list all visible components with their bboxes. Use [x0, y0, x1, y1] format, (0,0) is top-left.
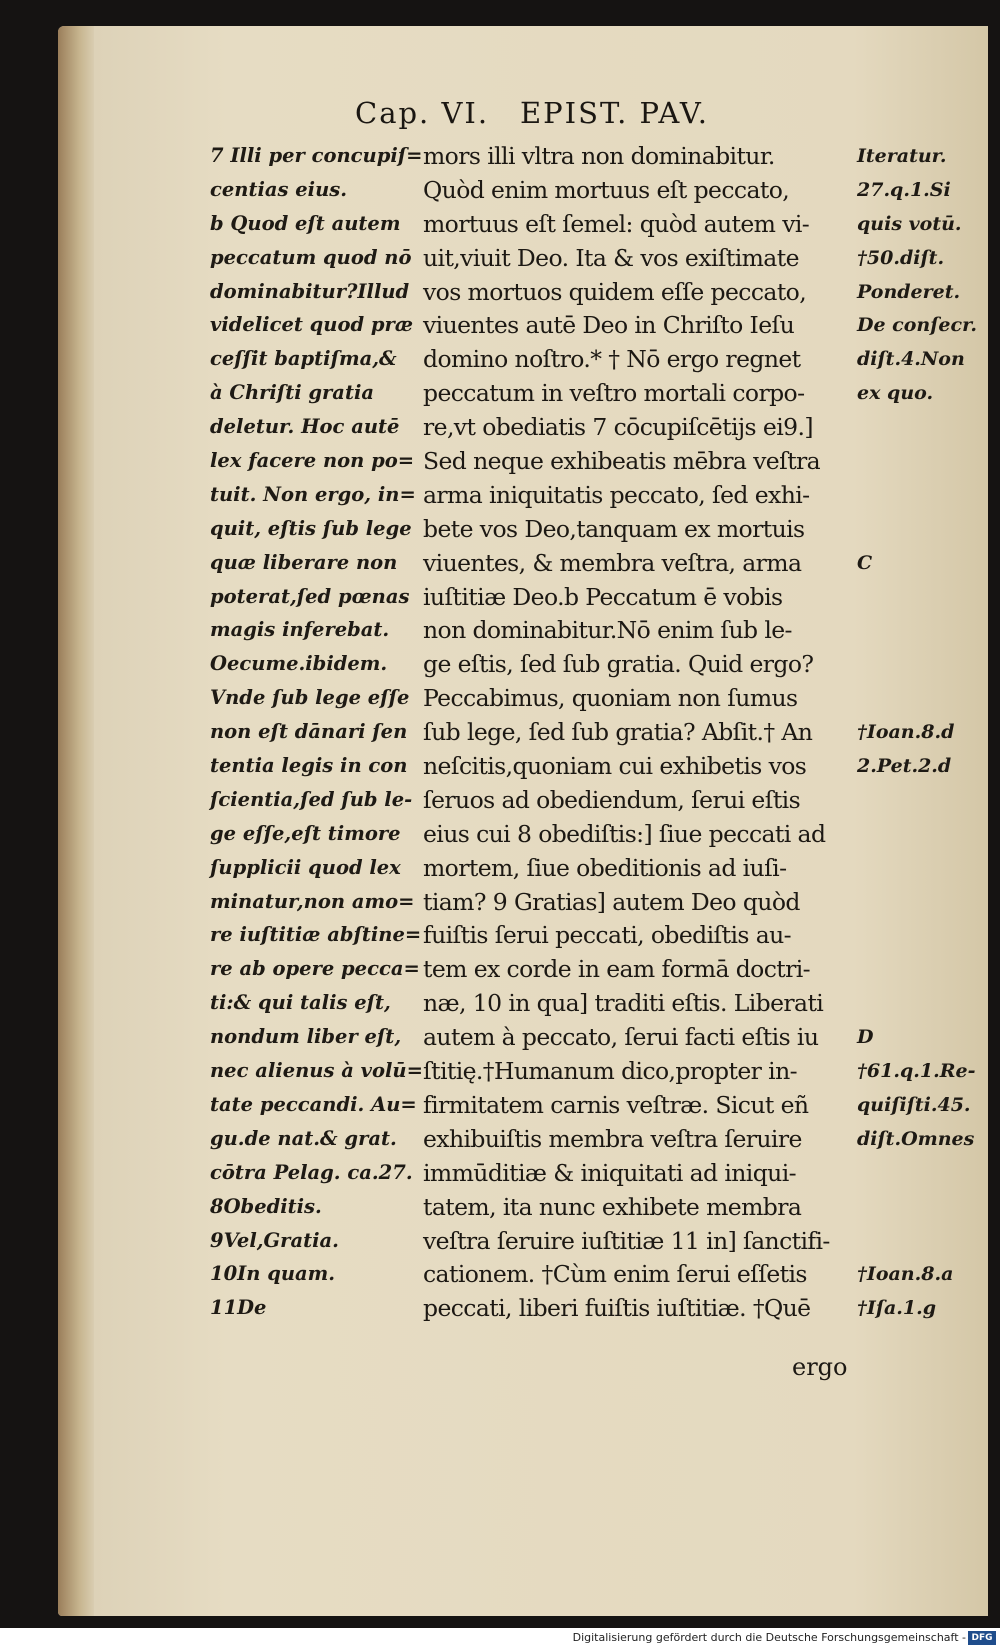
margin-ref-line: Ponderet. [857, 280, 961, 303]
margin-ref-line: diſt.Omnes [857, 1127, 975, 1150]
marginal-references-right [857, 140, 982, 1326]
gloss-line: Vnde ſub lege eſſe [210, 686, 410, 710]
gloss-line: deletur. Hoc autē [210, 415, 400, 439]
margin-ref-line [857, 1225, 982, 1259]
gloss-line: ge eſſe,eſt timore [210, 821, 401, 845]
marginal-gloss-left [210, 139, 423, 1325]
margin-ref-line [857, 581, 982, 615]
header-title: EPIST. PAV. [520, 96, 709, 130]
gloss-line: nondum liber eſt, [210, 1025, 402, 1049]
gloss-line: cōtra Pelag. ca.27. [210, 1160, 413, 1184]
gloss-line: gu.de nat.& grat. [210, 1126, 397, 1150]
text-line: iuſtitiæ Deo.b Peccatum ē vobis [423, 582, 783, 611]
text-line: Quòd enim mortuus eſt peccato, [423, 175, 790, 204]
margin-ref-line: 2.Pet.2.d [857, 755, 952, 778]
margin-ref-line: 27.q.1.Si [857, 178, 951, 201]
margin-ref-line: †Ioan.8.d [857, 721, 955, 744]
gloss-line: 8Obeditis. [210, 1194, 322, 1218]
text-line: fuiſtis ſerui peccati, obediſtis au- [423, 921, 792, 950]
text-line: ge eſtis, ſed ſub gratia. Quid ergo? [423, 650, 814, 679]
margin-ref-line [857, 852, 982, 886]
text-line: peccati, liberi fuiſtis iuſtitiæ. †Quē [423, 1294, 811, 1323]
margin-ref-line: quiſiſti.45. [857, 1093, 971, 1116]
text-line: arma iniquitatis peccato, ſed exhi- [423, 480, 810, 509]
text-line: næ, 10 in qua] traditi eſtis. Liberati [423, 989, 824, 1018]
main-text-column [423, 140, 853, 1326]
text-line: mortem, ſiue obeditionis ad iuſi- [423, 853, 787, 882]
margin-ref-line [857, 411, 982, 445]
margin-ref-line [857, 987, 982, 1021]
text-line: domino noſtro.* † Nō ergo regnet [423, 345, 801, 374]
margin-ref-line [857, 513, 982, 547]
margin-ref-line: De conſecr. [857, 314, 977, 337]
text-line: tatem, ita nunc exhibete membra [423, 1192, 802, 1221]
margin-ref-line: †61.q.1.Re- [857, 1060, 976, 1083]
text-line: immūditiæ & iniquitati ad iniqui- [423, 1158, 796, 1187]
margin-ref-line [857, 479, 982, 513]
gloss-line: nec alienus à volū= [210, 1059, 423, 1083]
header-chapter: Cap. VI. [355, 96, 490, 130]
gloss-line: 7 Illi per concupiſ= [210, 144, 423, 167]
margin-ref-line [857, 1191, 982, 1225]
gloss-line: quit, eſtis ſub lege [210, 516, 412, 540]
margin-ref-line [857, 614, 982, 648]
margin-ref-line [857, 682, 982, 716]
text-line: ſub lege, ſed ſub gratia? Abſit.† An [423, 718, 813, 747]
text-line: tiam? 9 Gratias] autem Deo quòd [423, 887, 800, 916]
gloss-line: dominabitur?Illud [210, 279, 410, 303]
footer-bar [0, 1628, 1000, 1649]
gloss-line: re ab opere pecca= [210, 957, 420, 981]
text-line: firmitatem carnis veſtræ. Sicut eñ [423, 1090, 809, 1119]
text-line: non dominabitur.Nō enim ſub le- [423, 616, 792, 645]
text-line: peccatum in veſtro mortali corpo- [423, 379, 805, 408]
gloss-line: centias eius. [210, 177, 348, 201]
footer-credit: Digitalisierung gefördert durch die Deutsche Forschungsgemeinschaft - [572, 1631, 966, 1644]
gloss-line: Oecume.ibidem. [210, 652, 388, 676]
text-line: vos mortuos quidem eſſe peccato, [423, 277, 807, 306]
margin-ref-line: ex quo. [857, 382, 934, 405]
gloss-line: tate peccandi. Au= [210, 1092, 417, 1116]
gloss-line: videlicet quod præ [210, 313, 413, 337]
text-line: viuentes autē Deo in Chriſto Ieſu [423, 311, 795, 340]
text-line: neſcitis,quoniam cui exhibetis vos [423, 752, 807, 781]
gloss-line: 10In quam. [210, 1262, 336, 1286]
gloss-line: re iuſtitiæ abſtine= [210, 923, 422, 947]
gloss-line: minatur,non amo= [210, 889, 415, 913]
text-line: viuentes, & membra veſtra, arma [423, 548, 802, 577]
text-line: ſeruos ad obediendum, ſerui eſtis [423, 785, 801, 814]
gloss-line: peccatum quod nō [210, 245, 412, 269]
margin-ref-line: D [857, 1026, 874, 1049]
text-line: bete vos Deo,tanquam ex mortuis [423, 514, 805, 543]
margin-ref-line: †Iſa.1.g [857, 1297, 937, 1320]
gloss-line: magis inferebat. [210, 618, 390, 642]
margin-ref-line [857, 445, 982, 479]
text-line: ſtitię.†Humanum dico,propter in- [423, 1057, 797, 1086]
margin-ref-line: quis votū. [857, 212, 962, 235]
margin-ref-line [857, 648, 982, 682]
text-line: mortuus eſt ſemel: quòd autem vi- [423, 209, 810, 238]
margin-ref-line: diſt.4.Non [857, 348, 965, 371]
margin-ref-line [857, 953, 982, 987]
margin-ref-line [857, 919, 982, 953]
margin-ref-line: †50.diſt. [857, 246, 945, 269]
text-line: mors illi vltra non dominabitur. [423, 142, 775, 170]
gloss-line: tuit. Non ergo, in= [210, 482, 416, 506]
text-line: Sed neque exhibeatis mēbra veſtra [423, 447, 821, 476]
gloss-line: lex facere non po= [210, 449, 415, 473]
dfg-logo: DFG [968, 1631, 996, 1645]
text-line: eius cui 8 obediſtis:] ſiue peccati ad [423, 819, 826, 848]
gloss-line: ſupplicii quod lex [210, 855, 401, 879]
text-line: veſtra ſeruire iuſtitiæ 11 in] ſanctifi- [423, 1226, 830, 1255]
margin-ref-line: †Ioan.8.a [857, 1263, 954, 1286]
gloss-line: non eſt dānari ſen [210, 720, 408, 744]
margin-ref-line [857, 818, 982, 852]
text-line: re,vt obediatis 7 cōcupiſcētijs ei9.] [423, 413, 813, 442]
text-line: uit,viuit Deo. Ita & vos exiſtimate [423, 243, 799, 272]
gloss-line: poterat,ſed pœnas [210, 584, 410, 608]
margin-ref-line [857, 784, 982, 818]
text-line: Peccabimus, quoniam non ſumus [423, 684, 798, 713]
gloss-line: ti:& qui talis eſt, [210, 991, 391, 1015]
text-line: tem ex corde in eam formā doctri- [423, 955, 811, 984]
gloss-line: b Quod eſt autem [210, 211, 401, 235]
text-line: cationem. †Cùm enim ſerui eſſetis [423, 1260, 807, 1289]
running-header [355, 96, 815, 136]
gloss-line: ſcientia,ſed ſub le- [210, 787, 413, 811]
gloss-line: ceſſit baptiſma,& [210, 347, 397, 371]
catchword: ergo [792, 1353, 848, 1381]
margin-ref-line: Iteratur. [857, 145, 947, 167]
margin-ref-line [857, 886, 982, 920]
gloss-line: tentia legis in con [210, 754, 408, 778]
margin-ref-line [857, 1157, 982, 1191]
page-gutter-edge [58, 26, 94, 1616]
gloss-line: 11De [210, 1296, 267, 1320]
text-line: exhibuiſtis membra veſtra ſeruire [423, 1124, 802, 1153]
text-line: autem à peccato, ſerui facti eſtis iu [423, 1023, 819, 1052]
gloss-line: à Chriſti gratia [210, 381, 374, 405]
margin-ref-line: C [857, 551, 873, 574]
gloss-line: 9Vel,Gratia. [210, 1228, 339, 1252]
gloss-line: quæ liberare non [210, 550, 398, 574]
